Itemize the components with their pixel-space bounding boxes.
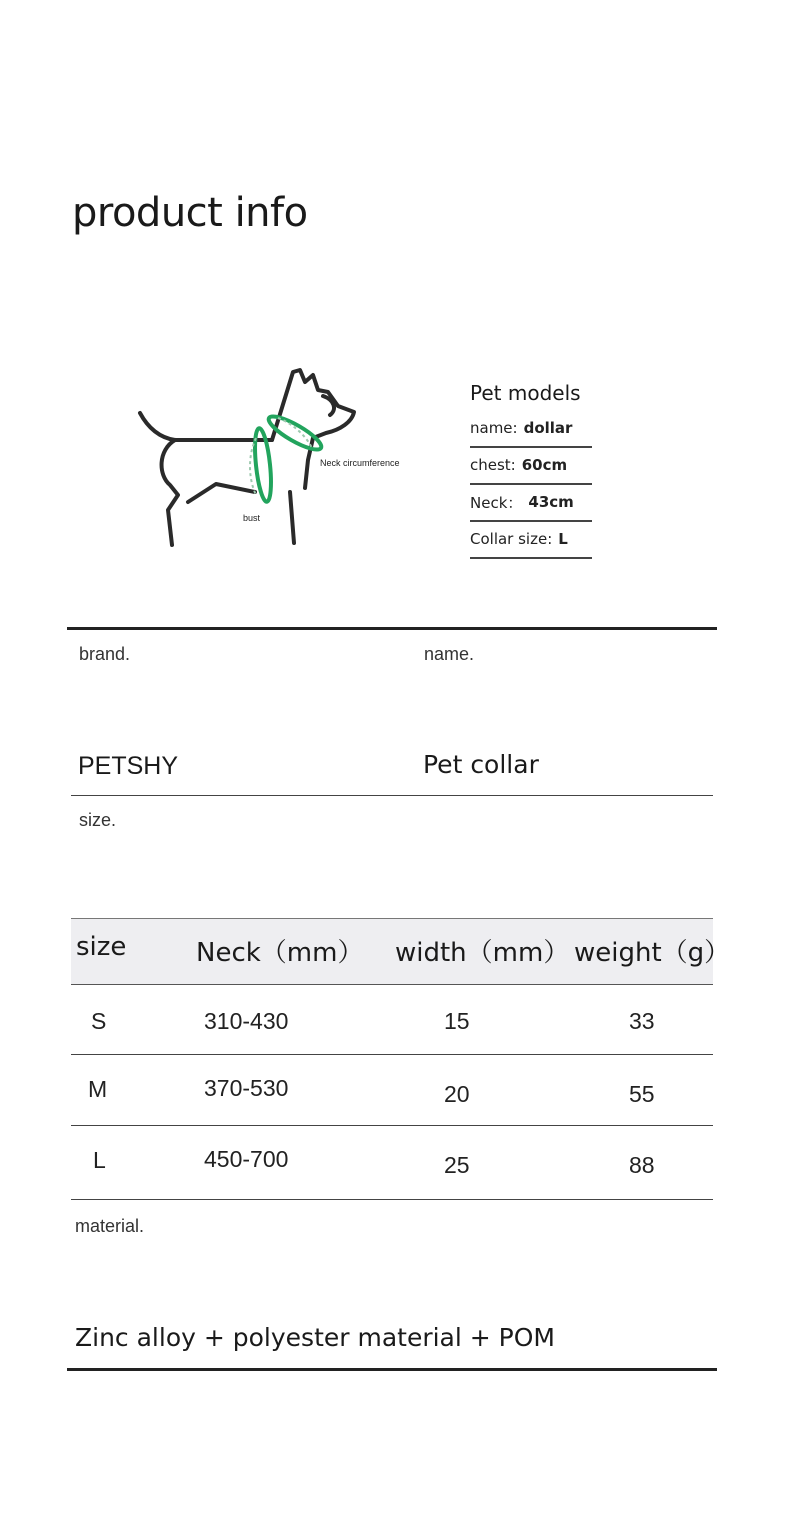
pet-model-row <box>470 521 592 559</box>
pet-model-value: 60cm <box>521 456 568 474</box>
dog-chest-front <box>272 370 354 488</box>
table-cell-neck: 310-430 <box>204 1008 289 1034</box>
pet-model-value: 43cm <box>528 493 574 511</box>
material-label: material. <box>75 1216 145 1236</box>
pet-model-key: Neck： <box>470 493 523 512</box>
name-label: name. <box>424 644 475 664</box>
weight-column-header: weight（g） <box>574 938 731 968</box>
table-cell-size: L <box>93 1147 106 1173</box>
section-divider <box>67 627 717 630</box>
table-cell-weight: 33 <box>629 1008 655 1034</box>
dog-hind-leg <box>290 492 294 543</box>
brand-label: brand. <box>79 644 131 664</box>
dog-belly <box>162 440 178 545</box>
table-cell-width: 25 <box>444 1152 470 1178</box>
table-cell-width: 15 <box>444 1008 470 1034</box>
pet-model-row <box>470 410 592 448</box>
table-cell-weight: 55 <box>629 1081 655 1107</box>
pet-model-row <box>470 484 592 522</box>
table-row-divider <box>71 1054 713 1055</box>
table-cell-size: S <box>91 1008 107 1034</box>
section-divider <box>71 795 713 796</box>
size-column-header: size <box>76 932 127 962</box>
pet-model-key: Collar size: <box>470 530 553 548</box>
pet-model-value: dollar <box>523 419 573 437</box>
bust-label: bust <box>243 513 261 523</box>
dog-measurement-diagram <box>130 360 410 560</box>
size-label: size. <box>79 810 117 830</box>
neck-column-header: Neck（mm） <box>196 938 364 968</box>
table-cell-neck: 450-700 <box>204 1146 289 1172</box>
table-cell-width: 20 <box>444 1081 470 1107</box>
dog-front-leg <box>188 484 255 502</box>
table-bottom-divider <box>71 1199 713 1200</box>
pet-model-row <box>470 447 592 485</box>
pet-model-key: name: <box>470 419 518 437</box>
material-value: Zinc alloy + polyester material + POM <box>75 1323 555 1352</box>
section-divider <box>67 1368 717 1371</box>
width-column-header: width（mm） <box>395 938 570 968</box>
product-name-value: Pet collar <box>423 750 539 779</box>
brand-value: PETSHY <box>78 752 179 780</box>
dog-tail <box>140 413 175 440</box>
table-cell-size: M <box>88 1076 108 1102</box>
table-cell-neck: 370-530 <box>204 1075 289 1101</box>
page-title: product info <box>72 190 308 236</box>
neck-circumference-label: Neck circumference <box>320 458 400 468</box>
table-cell-weight: 88 <box>629 1152 655 1178</box>
pet-model-value: L <box>558 530 568 548</box>
pet-model-key: chest: <box>470 456 516 474</box>
pet-models-title: Pet models <box>470 381 581 405</box>
table-row-divider <box>71 1125 713 1126</box>
